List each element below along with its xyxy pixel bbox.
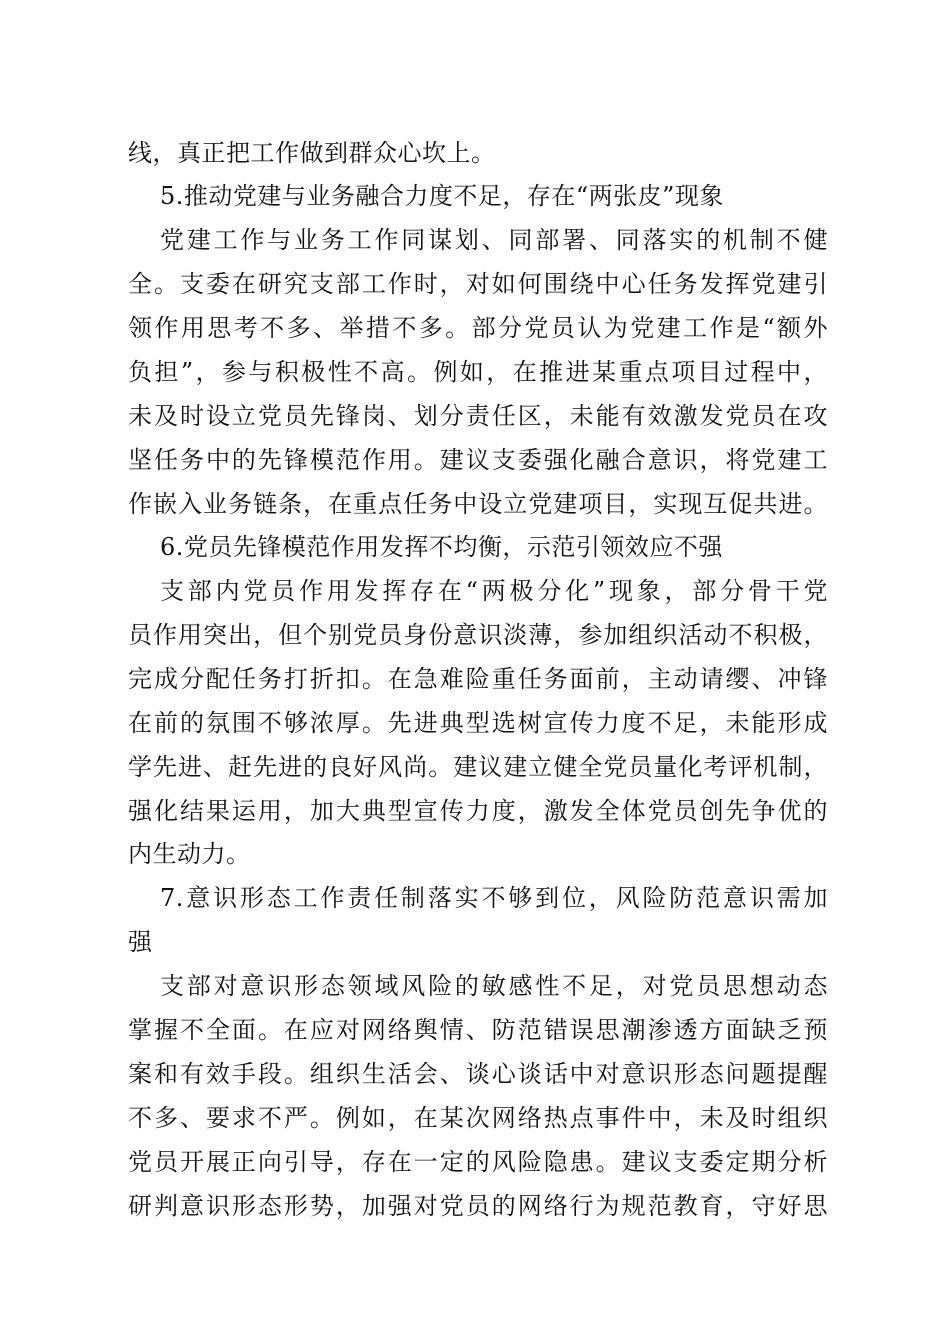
paragraph-line: 支部内党员作用发挥存在“两极分化”现象，部分骨干党 [160,577,828,605]
paragraph-line: 内生动力。 [128,840,251,868]
paragraph-line: 在前的氛围不够浓厚。先进典型选树宣传力度不足，未能形成 [128,709,828,737]
paragraph-line: 领作用思考不多、举措不多。部分党员认为党建工作是“额外 [128,314,828,342]
paragraph-line: 党员开展正向引导，存在一定的风险隐患。建议支委定期分析 [128,1148,828,1176]
paragraph-line: 员作用突出，但个别党员身份意识淡薄，参加组织活动不积极， [128,621,828,649]
section-heading: 7.意识形态工作责任制落实不够到位，风险防范意识需加 [160,884,828,912]
section-heading: 6.党员先锋模范作用发挥不均衡，示范引领效应不强 [160,533,723,561]
paragraph-line: 未及时设立党员先锋岗、划分责任区，未能有效激发党员在攻 [128,402,828,430]
paragraph-line: 完成分配任务打折扣。在急难险重任务面前，主动请缨、冲锋 [128,665,828,693]
paragraph-line: 支部对意识形态领域风险的敏感性不足，对党员思想动态 [160,972,828,1000]
paragraph-line: 学先进、赶先进的良好风尚。建议建立健全党员量化考评机制， [128,753,828,781]
paragraph-line: 全。支委在研究支部工作时，对如何围绕中心任务发挥党建引 [128,270,828,298]
paragraph-line: 坚任务中的先锋模范作用。建议支委强化融合意识，将党建工 [128,446,828,474]
section-heading-continued: 强 [128,928,153,956]
paragraph-line: 掌握不全面。在应对网络舆情、防范错误思潮渗透方面缺乏预 [128,1016,828,1044]
paragraph-line: 党建工作与业务工作同谋划、同部署、同落实的机制不健 [160,226,828,254]
paragraph-line: 案和有效手段。组织生活会、谈心谈话中对意识形态问题提醒 [128,1060,828,1088]
paragraph-line: 强化结果运用，加大典型宣传力度，激发全体党员创先争优的 [128,797,828,825]
section-heading: 5.推动党建与业务融合力度不足，存在“两张皮”现象 [160,182,724,210]
paragraph-line: 不多、要求不严。例如，在某次网络热点事件中，未及时组织 [128,1104,828,1132]
paragraph-line: 作嵌入业务链条，在重点任务中设立党建项目，实现互促共进。 [128,490,828,518]
paragraph-line: 负担”，参与积极性不高。例如，在推进某重点项目过程中， [128,358,828,386]
paragraph-line: 线，真正把工作做到群众心坎上。 [128,139,496,167]
paragraph-line: 研判意识形态形势，加强对党员的网络行为规范教育，守好思 [128,1192,828,1220]
